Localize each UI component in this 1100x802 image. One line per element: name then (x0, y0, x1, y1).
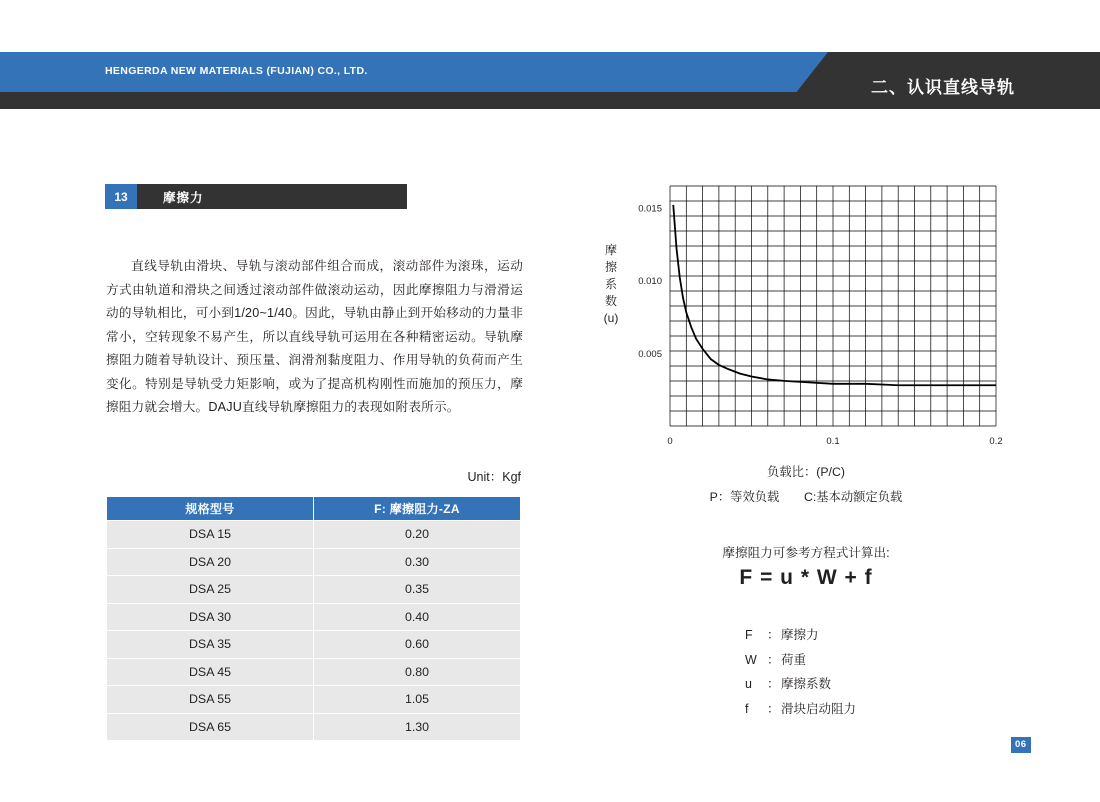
cell-friction: 1.05 (314, 686, 521, 714)
legend-item (745, 672, 856, 697)
chart-gridlines (670, 186, 996, 426)
chart-canvas (586, 170, 1026, 455)
legend-symbol: W (745, 652, 757, 667)
table-header-model: 规格型号 (107, 497, 314, 521)
cell-model: DSA 25 (107, 576, 314, 604)
legend-text: 滑块启动阻力 (781, 702, 857, 717)
equation-legend (745, 623, 856, 722)
equation-intro: 摩擦阻力可参考方程式计算出: (722, 546, 890, 560)
cell-model: DSA 55 (107, 686, 314, 714)
y-label-char-0: 摩 (604, 243, 617, 257)
cell-model: DSA 15 (107, 521, 314, 549)
table-header-row (107, 497, 521, 521)
cell-friction: 0.40 (314, 603, 521, 631)
table-row (107, 603, 521, 631)
table-row (107, 631, 521, 659)
chapter-title: 二、认识直线导轨 (871, 78, 1015, 97)
legend-item (745, 623, 856, 648)
table-row (107, 548, 521, 576)
cell-model: DSA 45 (107, 658, 314, 686)
cell-model: DSA 20 (107, 548, 314, 576)
table-row (107, 576, 521, 604)
table-row (107, 686, 521, 714)
legend-colon: ： (767, 628, 780, 642)
legend-text: 荷重 (781, 652, 807, 667)
y-label-char-2: 系 (604, 277, 617, 291)
chart-x-tick-label: 0 (667, 436, 673, 447)
table-row (107, 658, 521, 686)
legend-item (745, 648, 856, 673)
legend-symbol: f (745, 702, 749, 717)
company-name: HENGERDA NEW MATERIALS (FUJIAN) CO., LTD. (105, 65, 368, 77)
chart-x-tick-label: 0.1 (826, 436, 840, 447)
y-label-char-3: 数 (604, 294, 617, 308)
chart-caption-definitions: P：等效负载 C:基本动额定负载 (709, 490, 903, 504)
legend-colon: ： (767, 702, 780, 717)
cell-model: DSA 35 (107, 631, 314, 659)
chart-y-tick-label: 0.005 (638, 348, 662, 360)
legend-text: 摩擦力 (781, 628, 819, 642)
chart-series-line (673, 205, 996, 385)
unit-label: Unit：Kgf (467, 470, 521, 484)
legend-colon: ： (767, 677, 780, 692)
y-label-char-1: 擦 (604, 260, 617, 274)
body-paragraph: 直线导轨由滑块、导轨与滚动部件组合而成，滚动部件为滚珠，运动方式由轨道和滑块之间透过滚动部件做滚动运动，因此摩擦阻力与滑滑运动的导轨相比，可小到1/20~1/40。因此，导轨由静止到开始移动的力量非常小，空转现象不易产生，所以直线导轨可运用在各种精密运动。导轨摩擦阻力随着导轨设计、预压量、润滑剂黏度阻力、作用导轨的负荷而产生变化。特别是导轨受力矩影响，或为了提高机构刚性而施加的预压力，摩擦阻力就会增大。DAJU直线导轨摩擦阻力的表现如附表所示。 (106, 259, 523, 414)
cell-friction: 0.35 (314, 576, 521, 604)
friction-coefficient-chart (586, 170, 1026, 455)
table-row (107, 521, 521, 549)
cell-friction: 0.80 (314, 658, 521, 686)
cell-friction: 0.20 (314, 521, 521, 549)
section-header (105, 184, 407, 209)
section-number: 13 (105, 184, 137, 209)
page-number: 06 (1011, 737, 1031, 753)
legend-text: 摩擦系数 (781, 677, 832, 692)
y-label-char-4: (u) (603, 311, 619, 325)
chart-y-tick-label: 0.010 (638, 276, 662, 288)
cell-model: DSA 65 (107, 713, 314, 741)
cell-friction: 0.30 (314, 548, 521, 576)
page-header (0, 52, 1100, 109)
chart-caption-load-ratio: 负载比：(P/C) (767, 465, 845, 479)
friction-table (106, 496, 521, 741)
chart-y-tick-label: 0.015 (638, 203, 662, 215)
table-row (107, 713, 521, 741)
cell-friction: 1.30 (314, 713, 521, 741)
legend-symbol: F (745, 628, 753, 642)
legend-item (745, 697, 856, 722)
equation-formula: F = u * W + f (739, 566, 873, 589)
chart-x-tick-label: 0.2 (989, 436, 1003, 447)
cell-friction: 0.60 (314, 631, 521, 659)
cell-model: DSA 30 (107, 603, 314, 631)
legend-colon: ： (767, 652, 780, 667)
table-header-friction: F: 摩擦阻力-ZA (314, 497, 521, 521)
section-title: 摩擦力 (163, 190, 204, 205)
legend-symbol: u (745, 677, 752, 692)
